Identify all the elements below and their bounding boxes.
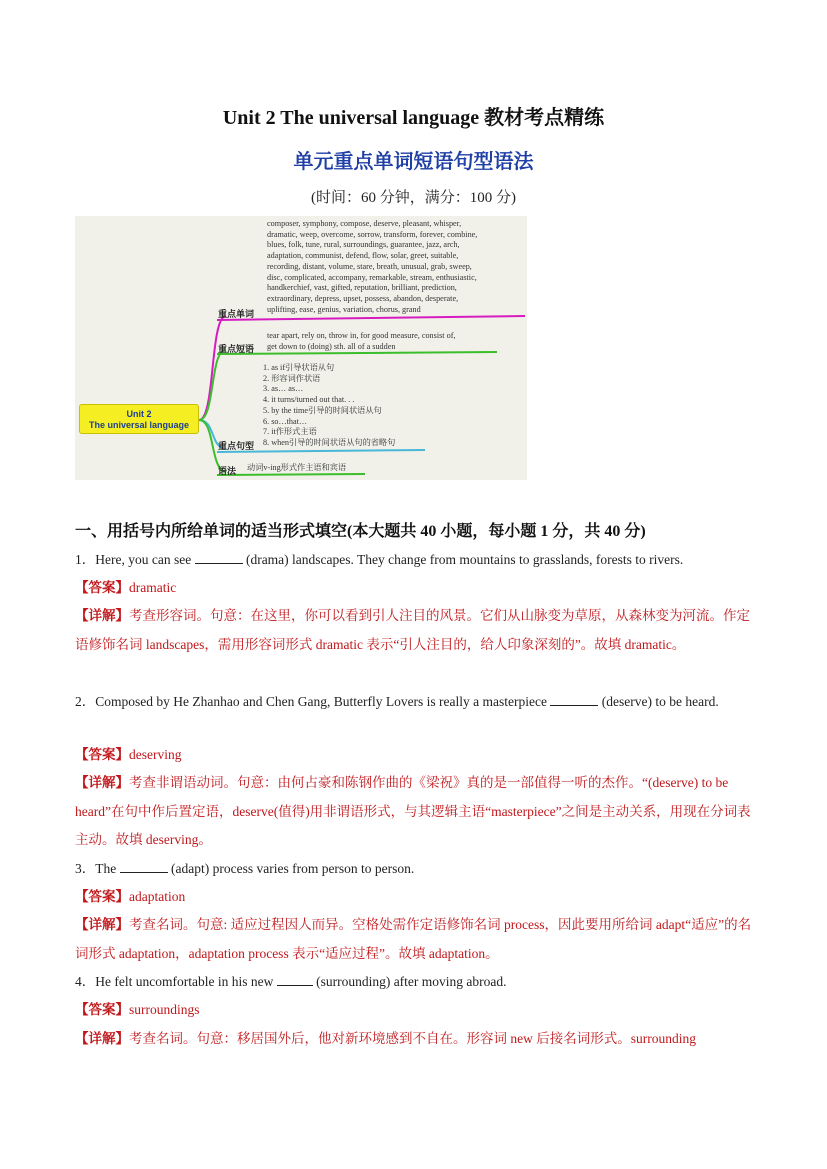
answer-value: adaptation xyxy=(129,889,186,904)
mindmap-words-list xyxy=(267,219,477,315)
mindmap-image xyxy=(75,216,527,480)
mindmap-words-line: dramatic, weep, overcome, sorrow, transform, forever, combine, xyxy=(267,229,478,239)
answer-blank xyxy=(550,691,598,706)
mindmap-sentence-line: 3. as… as… xyxy=(263,384,304,394)
detail-text: 考查名词。句意: 适应过程因人而异。空格处需作定语修饰名词 process，因此要用所给词 adapt“适应”的名词形式 adaptation，adaptation process 表示“适应过程”。故填 adaptation。 xyxy=(75,917,752,961)
mindmap-words-line: blues, folk, tune, rural, surroundings, guarantee, jazz, arch, xyxy=(267,240,460,250)
answer-3 xyxy=(75,883,185,911)
mindmap-words-line: disc, complicated, accompany, remarkable, stream, enthusiastic, xyxy=(267,272,477,282)
answer-tag: 【答案】 xyxy=(75,747,129,762)
answer-tag: 【答案】 xyxy=(75,889,129,904)
answer-tag: 【答案】 xyxy=(75,1002,129,1017)
question-text: 1．Here, you can see xyxy=(75,552,195,567)
mindmap-phrases-list xyxy=(267,331,456,352)
time-info: (时间：60 分钟，满分：100 分) xyxy=(311,190,516,206)
question-text: (deserve) to be heard. xyxy=(598,694,719,709)
mindmap-branch-grammar: 语法 xyxy=(218,466,237,476)
detail-4 xyxy=(75,1025,757,1054)
mindmap-sentence-line: 4. it turns/turned out that. . . xyxy=(263,395,355,405)
answer-blank xyxy=(277,971,313,986)
mindmap-branch-words: 重点单词 xyxy=(218,309,255,319)
mindmap-words-line: composer, symphony, compose, deserve, pleasant, whisper, xyxy=(267,219,462,228)
question-text: 4．He felt uncomfortable in his new xyxy=(75,974,277,989)
page-subtitle: 单元重点单词短语句型语法 xyxy=(293,151,534,173)
mindmap-grammar-line: 动词v-ing形式作主语和宾语 xyxy=(247,463,347,472)
answer-2 xyxy=(75,741,181,769)
section-heading: 一、用括号内所给单词的适当形式填空(本大题共 40 小题，每小题 1 分，共 40 分) xyxy=(75,523,646,540)
detail-3 xyxy=(75,911,757,968)
mindmap-sentences-list xyxy=(263,363,395,449)
mindmap-center-node xyxy=(79,404,199,434)
answer-value: dramatic xyxy=(129,580,177,595)
mindmap-branch-phrases: 重点短语 xyxy=(218,344,255,354)
answer-blank xyxy=(120,858,168,873)
detail-text: 考查名词。句意：移居国外后，他对新环境感到不自在。形容词 new 后接名词形式。surrounding xyxy=(129,1031,696,1046)
question-text: (surrounding) after moving abroad. xyxy=(312,974,507,989)
detail-tag: 【详解】 xyxy=(75,775,129,790)
question-text: (adapt) process varies from person to person. xyxy=(167,861,415,876)
answer-value: deserving xyxy=(129,747,182,762)
mindmap-center-line1: Unit 2 xyxy=(126,409,152,419)
mindmap-words-line: extraordinary, depress, upset, possess, abandon, desperate, xyxy=(267,293,459,303)
mindmap-sentence-line: 2. 形容词作状语 xyxy=(263,373,321,383)
detail-2 xyxy=(75,769,757,855)
detail-tag: 【详解】 xyxy=(75,1031,129,1046)
answer-tag: 【答案】 xyxy=(75,580,129,595)
mindmap-words-line: recording, distant, volume, stare, breath, unusual, grab, sweep, xyxy=(267,261,472,271)
detail-text: 考查非谓语动词。句意：由何占豪和陈钢作曲的《梁祝》真的是一部值得一听的杰作。“(deserve) to be heard”在句中作后置定语，deserve(值得)用非谓语形式，与其逻辑主语“masterpiece”之间是主动关系，用现在分词表主动。故填 deserving。 xyxy=(75,775,751,847)
question-4 xyxy=(75,968,755,996)
mindmap-branch-sentences: 重点句型 xyxy=(218,441,255,451)
mindmap-phrases-line: get down to (doing) sth. all of a sudden xyxy=(267,341,396,351)
mindmap-words-line: adaptation, communist, defend, flow, solar, greet, suitable, xyxy=(267,251,459,261)
question-1 xyxy=(75,546,755,574)
mindmap-center-line2: The universal language xyxy=(88,420,190,430)
mindmap-sentence-line: 8. when引导的时间状语从句的省略句 xyxy=(263,437,396,447)
mindmap-sentence-line: 5. by the time引导的时间状语从句 xyxy=(263,405,382,415)
question-text: 3．The xyxy=(75,861,120,876)
mindmap-words-line: uplifting, ease, genius, variation, chorus, grand xyxy=(267,304,421,314)
answer-value: surroundings xyxy=(129,1002,200,1017)
mindmap-sentence-line: 1. as if引导状语从句 xyxy=(263,363,335,372)
page-title: Unit 2 The universal language 教材考点精练 xyxy=(222,107,605,129)
question-text: (drama) landscapes. They change from mountains to grasslands, forests to rivers. xyxy=(242,552,684,567)
mindmap-words-line: handkerchief, vast, gifted, reputation, brilliant, prediction, xyxy=(267,283,457,293)
detail-text: 考查形容词。句意：在这里，你可以看到引人注目的风景。它们从山脉变为草原，从森林变为河流。作定语修饰名词 landscapes，需用形容词形式 dramatic 表示“引人注目的，给人印象深刻的”。故填 dramatic。 xyxy=(75,608,750,652)
detail-tag: 【详解】 xyxy=(75,917,129,932)
mindmap-sentence-line: 7. it作形式主语 xyxy=(263,427,317,437)
question-3 xyxy=(75,855,755,883)
question-text: 2．Composed by He Zhanhao and Chen Gang, Butterfly Lovers is really a masterpiece xyxy=(75,694,551,709)
question-2 xyxy=(75,688,755,716)
answer-4 xyxy=(75,996,200,1024)
detail-1 xyxy=(75,602,757,659)
mindmap-sentence-line: 6. so…that… xyxy=(263,416,308,426)
mindmap-phrases-line: tear apart, rely on, throw in, for good measure, consist of, xyxy=(267,331,456,340)
detail-tag: 【详解】 xyxy=(75,608,129,623)
answer-blank xyxy=(195,549,243,564)
answer-1 xyxy=(75,574,176,602)
